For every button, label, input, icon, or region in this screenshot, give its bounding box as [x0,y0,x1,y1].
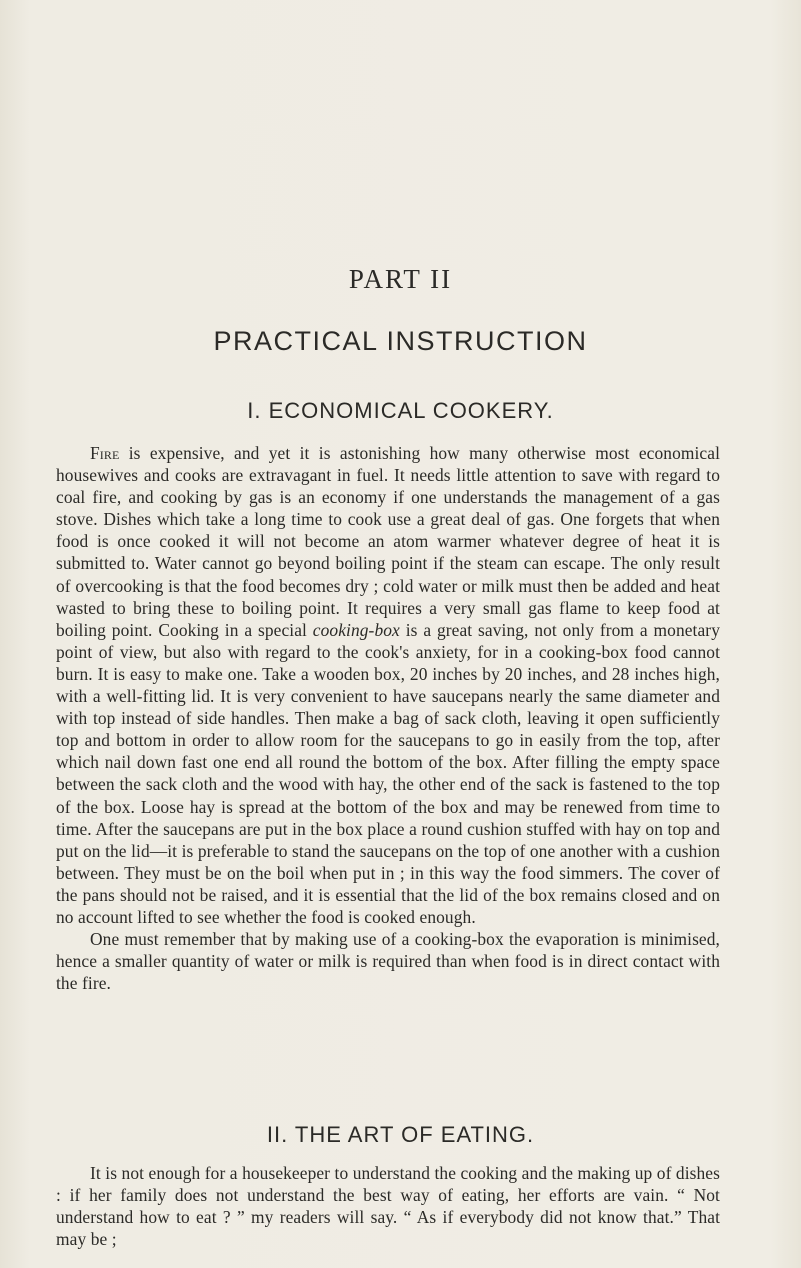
section2-paragraph-1: It is not enough for a housekeeper to understand the cooking and the making up of dishes : if her family does not understand the best way of eating, her efforts are vain. “ Not understand how to eat ? ” my readers will say. “ As if everybody did not know that.” That may be ; [56,1163,720,1250]
section1-body [56,442,720,994]
section2-body [56,1162,720,1250]
section-title-art-of-eating: II. THE ART OF EATING. [266,1122,535,1147]
section1-paragraph-1 [56,442,720,928]
section-title-economical-cookery: I. ECONOMICAL COOKERY. [247,398,554,423]
section1-paragraph-2: One must remember that by making use of a cooking-box the evaporation is minimised, hence a smaller quantity of water or milk is required than when food is in direct contact with the fire. [56,929,720,994]
italic-term: cooking-box [312,619,400,640]
paragraph-text-continued: is a great saving, not only from a monetary point of view, but also with regard to the cook's anxiety, for in a cooking-box food cannot burn. It is easy to make one. Take a wooden box, 20 inches by 20 inches, and 28 inches high, with a well-fitting lid. It is very convenient to have saucepans nearly the same diameter and with top instead of side handles. Then make a bag of sack cloth, leaving it open sufficiently top and bottom in order to allow room for the saucepans to go in easily from the top, after which nail down fast one end all round the bottom of the box. After filling the empty space between the sack cloth and the wood with hay, the other end of the sack is fastened to the top of the box. Loose hay is spread at the bottom of the box and may be renewed from time to time. After the saucepans are put in the box place a round cushion stuffed with hay on top and put on the lid—it is preferable to stand the saucepans on the top of one another with a cushion between. They must be on the boil when put in ; in this way the food simmers. The cover of the pans should not be raised, and it is essential that the lid of the box remains closed and on no account lifted to see whether the food is cooked enough. [56,619,720,927]
paragraph-text: is expensive, and yet it is astonishing how many otherwise most economical housewives and cooks are extravagant in fuel. It needs little attention to save with regard to coal fire, and cooking by gas is an economy if one understands the management of a gas stove. Dishes which take a long time to cook use a great deal of gas. One forgets that when food is once cooked it will not become an atom warmer whatever degree of heat it is submitted to. Water cannot go beyond boiling point if the steam can escape. The only result of overcooking is that the food becomes dry ; cold water or milk must then be added and heat wasted to bring these to boiling point. It requires a very small gas flame to keep food at boiling point. Cooking in a special [56,443,720,640]
lead-word: Fire [90,443,120,463]
main-title: PRACTICAL INSTRUCTION [213,326,588,356]
part-heading: PART II [348,264,453,294]
